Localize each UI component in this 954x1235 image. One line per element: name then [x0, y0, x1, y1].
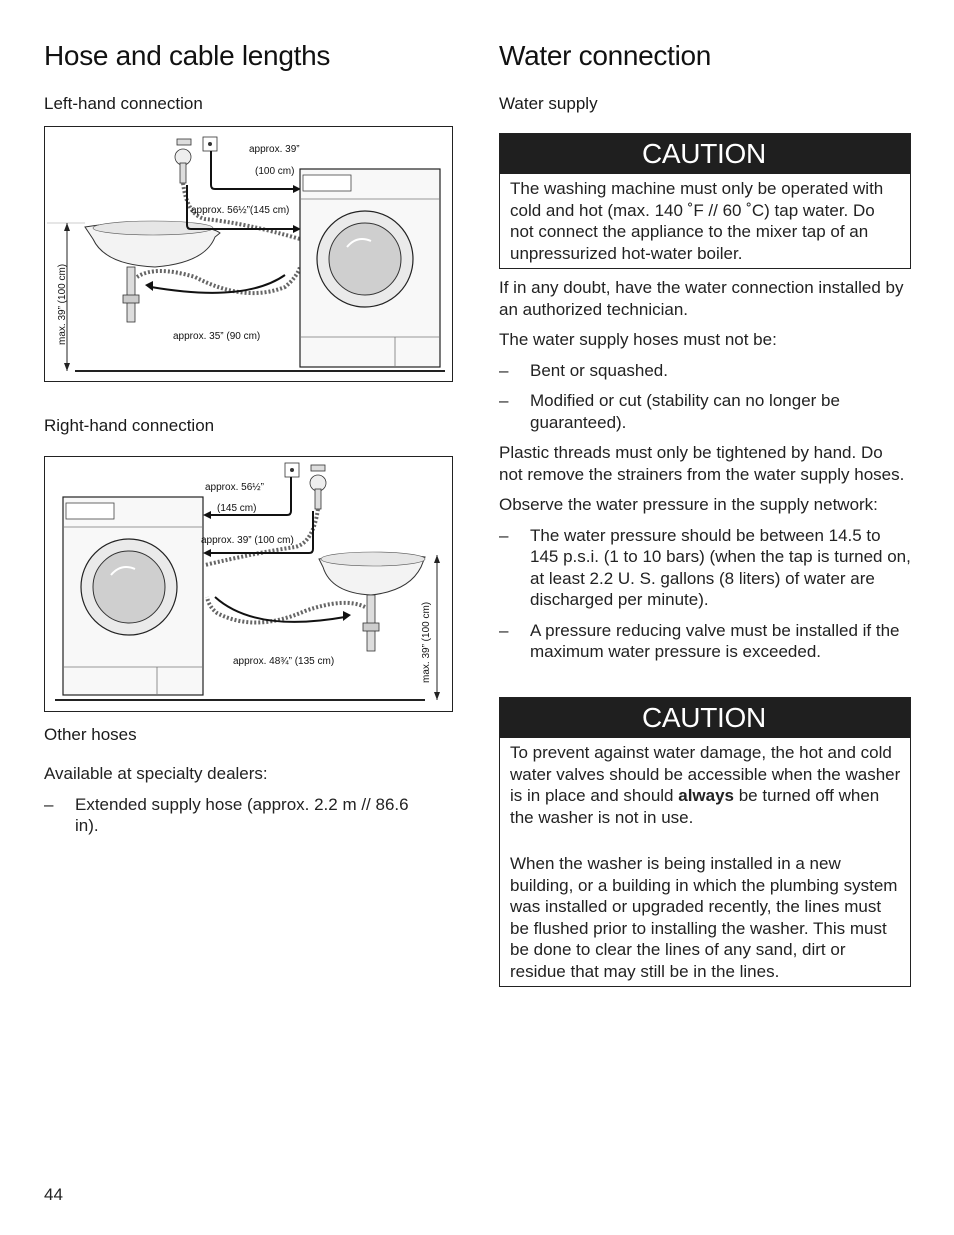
caution-box-2 [499, 697, 911, 987]
list-item [499, 390, 911, 433]
page-title-water-connection: Water connection [499, 40, 712, 71]
paragraph-doubt: If in any doubt, have the water connection installed by an authorized technician. [499, 278, 904, 319]
list-dash: – [499, 360, 509, 380]
fig1-label-mid: approx. 56½”(145 cm) [191, 205, 290, 216]
caution-bold-word: always [678, 786, 734, 805]
fig2-vertical-label: max. 39” (100 cm) [421, 601, 432, 683]
caution-label: CAUTION [500, 698, 910, 738]
heading-other-hoses: Other hoses [44, 725, 137, 744]
list-dash: – [499, 391, 509, 410]
list-dash: – [44, 794, 54, 814]
heading-left-hand-connection: Left-hand connection [44, 94, 203, 113]
left-hand-connection-diagram [44, 126, 453, 382]
caution-label: CAUTION [500, 134, 910, 174]
paragraph-pressure: Observe the water pressure in the supply network: [499, 495, 878, 514]
caution-text-part: To prevent against water damage, the hot and cold water valves should be accessible when the washer is in place and should [510, 743, 901, 805]
paragraph-hoses-must-not: The water supply hoses must not be: [499, 330, 777, 349]
other-hoses-section [44, 763, 454, 837]
page-number: 44 [44, 1185, 63, 1204]
caution-text: The washing machine must only be operated with cold and hot (max. 140 ˚F // 60 ˚C) tap water. Do not connect the appliance to the mixer tap of an unpressurized hot-water boiler. [510, 179, 884, 263]
fig1-label-top-cm: (100 cm) [255, 166, 295, 177]
fig2-label-top: approx. 56½” [205, 482, 264, 493]
list-item [499, 360, 911, 382]
caution-text [510, 742, 901, 828]
fig1-label-top: approx. 39” [249, 144, 300, 155]
caution-box-1 [499, 133, 911, 269]
list-dash: – [499, 620, 509, 640]
list-item [499, 525, 911, 611]
water-supply-body [499, 277, 911, 663]
caution-text-part: be turned off when the washer is not in use. [510, 786, 880, 827]
fig1-vertical-label: max. 39” (100 cm) [57, 263, 68, 345]
fig1-label-bottom: approx. 35” (90 cm) [173, 331, 261, 342]
list-item-text: Bent or squashed. [530, 360, 668, 380]
fig2-label-bottom: approx. 48¾” (135 cm) [233, 656, 335, 667]
fig2-label-mid: approx. 39” (100 cm) [201, 535, 294, 546]
fig2-label-top-cm: (145 cm) [217, 503, 257, 514]
caution-text-2: When the washer is being installed in a new building, or a building in which the plumbing system was installed or upgraded recently, the lines must be flushed prior to installing the washer. This must be done to clear the lines of any sand, dirt or residue that may still be in the lines. [510, 854, 898, 981]
caution-body [500, 738, 910, 986]
heading-water-supply: Water supply [499, 94, 598, 113]
paragraph-threads: Plastic threads must only be tightened by hand. Do not remove the strainers from the water supply hoses. [499, 443, 905, 484]
right-hand-diagram-svg [45, 457, 452, 711]
list-dash: – [499, 525, 509, 545]
page-title-hose-lengths: Hose and cable lengths [44, 40, 331, 71]
list-item [499, 620, 911, 663]
right-hand-connection-diagram [44, 456, 453, 712]
available-text: Available at specialty dealers: [44, 764, 268, 783]
list-item-text: Modified or cut (stability can no longer be guaranteed). [530, 391, 840, 432]
left-hand-diagram-svg [45, 127, 452, 381]
list-item-text: Extended supply hose (approx. 2.2 m // 86.6 in). [75, 794, 409, 835]
heading-right-hand-connection: Right-hand connection [44, 416, 215, 435]
list-item-text: A pressure reducing valve must be installed if the maximum water pressure is exceeded. [530, 620, 900, 661]
list-item-text: The water pressure should be between 14.5 to 145 p.s.i. (1 to 10 bars) (when the tap is turned on, at least 2.2 U. S. gallons (8 liters) of water are discharged per minute). [530, 525, 911, 609]
list-item [44, 794, 454, 837]
